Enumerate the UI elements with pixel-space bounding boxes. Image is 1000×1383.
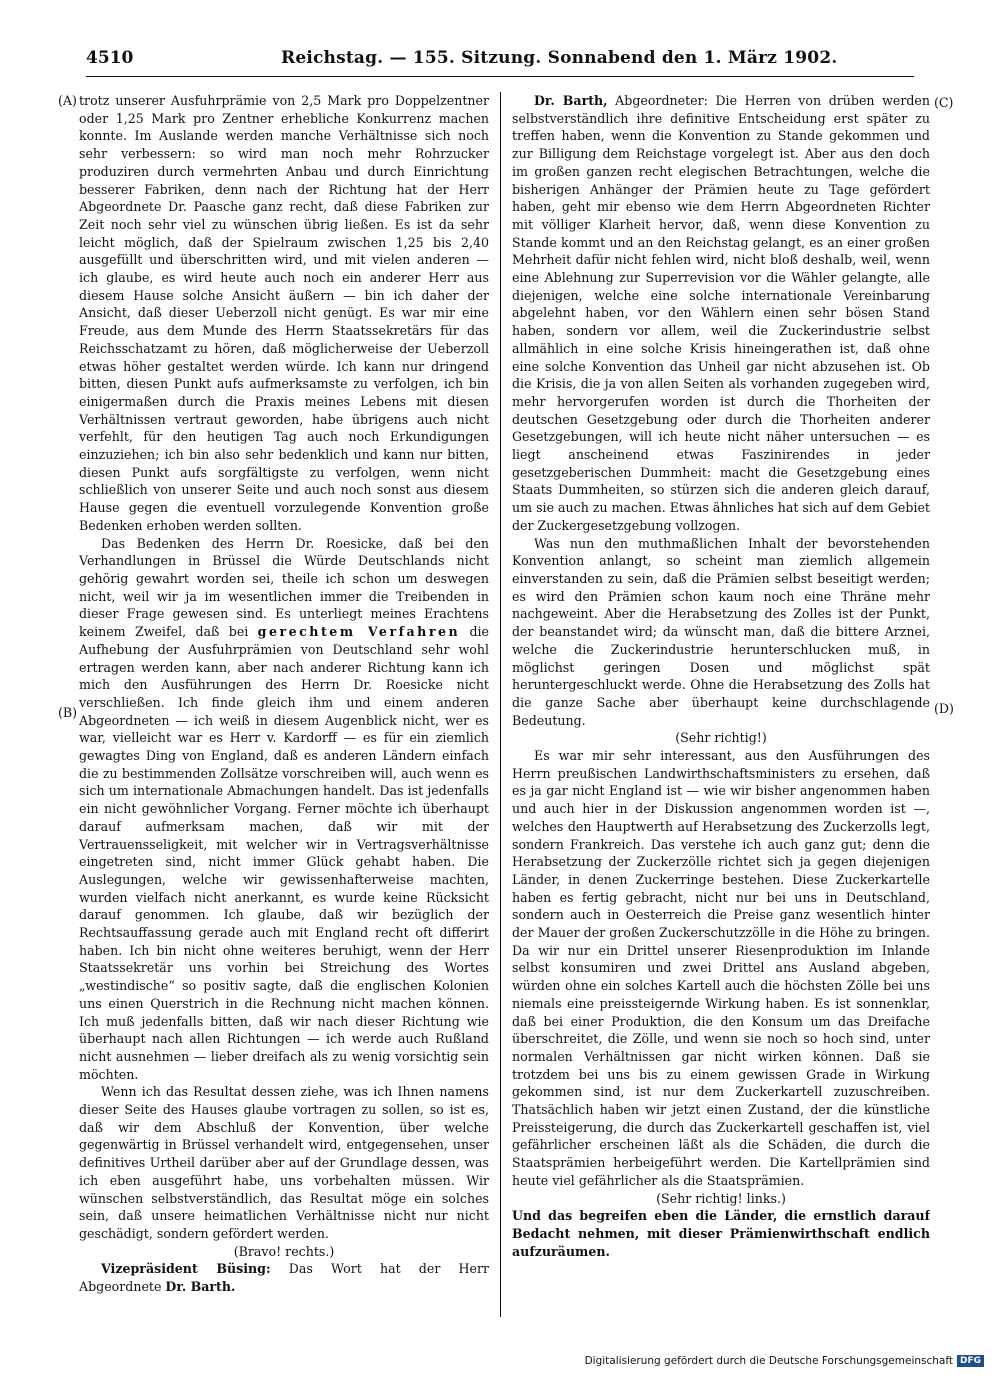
paragraph: trotz unserer Ausfuhrprämie von 2,5 Mark pro Doppelzentner oder 1,25 Mark pro Zentner erhebliche Konkurrenz machen konnte. Im Auslande werden manche Verhältnisse sich noch sehr verbessern: so wird man noch mehr Rohrzucker produziren durch vermehrten Anbau und durch Einrichtung besserer Fabriken, denn nach der Richtung hat der Herr Abgeordnete Dr. Paasche ganz recht, daß diese Fabriken zur Zeit noch sehr viel zu wünschen übrig ließen. Es ist da sehr leicht möglich, daß der Spielraum zwischen 1,25 bis 2,40 ausgefüllt und überschritten wird, und mit vielen anderen — ich glaube, es wird heute auch noch ein anderer Herr aus diesem Hause solche Ansicht äußern — bin ich daher der Ansicht, daß dieser Ueberzoll nicht genügt. Es war mir eine Freude, aus dem Munde des Herrn Staatssekretärs für das Reichsschatzamt zu hören, daß möglicherweise der Ueberzoll etwas höher gestaltet werden würde. Ich kann nur dringend bitten, diesen Punkt aufs aufmerksamste zu verfolgen, ich bin einigermaßen durch die Praxis meines Lebens mit diesen Verhältnissen vertraut geworden, habe übrigens auch nicht verfehlt, für den heutigen Tag auch noch Erkundigungen einzuziehen; ich bin also sehr bedenklich und kann nur bitten, diesen Punkt aufs sorgfältigste zu verfolgen, wenn nicht schließlich von unserer Seite und auch noch sonst aus diesem Hause gegen die eventuell vorzulegende Konvention große Bedenken erhoben werden sollten. [79,93,489,533]
footer-text: Digitalisierung gefördert durch die Deutsche Forschungsgemeinschaft [584,1355,953,1367]
paragraph [79,535,489,1084]
text-run: die Aufhebung der Ausfuhrprämien von Deutschland sehr wohl ertragen werden kann, aber nach anderer Richtung kann ich mich den Ausführungen des Herrn Dr. Roesicke nicht verschließen. Ich finde gleich ihm und einem anderen Abgeordneten — ich weiß in diesem Augenblick nicht, wer es war, vielleicht war es Herr v. Kardorff — es für ein ziemlich gewagtes Ding von England, daß es anderen Ländern einfach die zu bestimmenden Zollsätze vorschreiben will, auch wenn es sich um internationale Abmachungen handelt. Das ist jedenfalls ein nicht gewöhnlicher Vorgang. Ferner möchte ich überhaupt darauf aufmerksam machen, daß wir mit der Vertrauensseligkeit, mit welcher wir in Vertragsverhältnisse eingetreten sind, nicht immer Glück gehabt haben. Die Auslegungen, welche wir gewissenhafterweise machten, wurden vielfach nicht anerkannt, es wurde keine Rücksicht darauf genommen. Ich glaube, daß wir bezüglich der Rechtsauffassung gerade auch mit England recht oft differirt haben. Ich bin nicht ohne weiteres beruhigt, wenn der Herr Staatssekretär uns vorhin bei Streichung des Wortes „westindische“ so positiv sagte, daß die englischen Kolonien uns einen Querstrich in die Rechnung nicht machen können. Ich muß jedenfalls bitten, daß wir nach dieser Richtung wie überhaupt nach allen Richtungen — ich werde auch Rußland nicht ausnehmen — lieber dreifach als zu wenig vorsichtig sein möchten. [79,624,489,1082]
text-run: Das Bedenken des Herrn Dr. Roesicke, daß bei den Verhandlungen in Brüssel die Würde Deutschlands nicht gehörig gewahrt worden sei, theile ich schon um deswegen nicht, weil wir ja im wesentlichen immer die Treibenden in dieser Frage gewesen sind. Es unterliegt meines Erachtens keinem Zweifel, daß bei [79,535,489,640]
margin-marker-a: (A) [58,93,77,108]
dfg-logo: DFG [957,1355,984,1367]
paragraph: Wenn ich das Resultat dessen ziehe, was ich Ihnen namens dieser Seite des Hauses glaube vortragen zu sollen, so ist es, daß wir dem Abschluß der Konvention, über welche gegenwärtig in Brüssel verhandelt wird, entgegensehen, unser definitives Urtheil darüber aber auf der Grundlage dessen, was ich eben ausgeführt habe, uns vorbehalten müssen. Wir wünschen selbstverständlich, das Resultat möge ein solches sein, daß unsere heimatlichen Verhältnisse nicht nur nicht geschädigt, sondern gefördert werden. [79,1084,489,1241]
right-column [512,92,930,1317]
margin-marker-c: (C) [934,95,954,110]
paragraph: Es war mir sehr interessant, aus den Ausführungen des Herrn preußischen Landwirthschaftsministers zu ersehen, daß es ja gar nicht England ist — wie wir bisher angenommen haben und auch hier in der Diskussion angenommen worden ist —, welches den Hauptwerth auf Herabsetzung des Zuckerzolls legt, sondern Frankreich. Das verstehe ich auch ganz gut; denn die Herabsetzung der Zuckerzölle richtet sich ja gegen diejenigen Länder, in denen Zuckerringe bestehen. Diese Zuckerkartelle haben es fertig gebracht, nicht nur bei uns in Deutschland, sondern auch in Oesterreich die Preise ganz wesentlich hinter der Mauer der großen Zuckerschutzzölle in die Höhe zu bringen. Da wir nur ein Drittel unserer Riesenproduktion im Inlande selbst konsumiren und zwei Drittel ans Ausland abgeben, würden ohne ein solches Kartell auch die höchsten Zölle bei uns niemals eine preissteigernde Wirkung haben. Es ist sonnenklar, daß bei einer Produktion, die den Konsum um das Dreifache überschreitet, die Zölle, und wenn sie noch so hoch sind, unter normalen Verhältnissen gar nicht wirken können. Daß sie trotzdem bei uns bis zu einem gewissen Grade in Wirkung gekommen sind, ist nur dem Zuckerkartell zuzuschreiben. Thatsächlich haben wir jetzt einen Zustand, der die künstliche Preissteigerung, die durch das Zuckerkartell geschaffen ist, viel gefährlicher erscheinen läßt als die Schäden, die durch die Staatsprämien herbeigeführt werden. Die Kartellprämien sind heute viel gefährlicher als die Staatsprämien. [512,748,930,1188]
left-column [79,92,489,1317]
page-header [86,48,914,77]
paragraph [512,92,930,535]
paragraph: Und das begreifen eben die Länder, die ernstlich darauf Bedacht nehmen, mit dieser Prämienwirthschaft endlich aufzuräumen. [512,1208,930,1259]
interjection: (Sehr richtig!) [675,730,767,746]
margin-marker-b: (B) [58,705,78,720]
interjection: (Sehr richtig! links.) [656,1190,786,1206]
paragraph: Was nun den muthmaßlichen Inhalt der bevorstehenden Konvention anlangt, so scheint man ziemlich allgemein einverstanden zu sein, daß die Prämien selbst beseitigt werden; es wird den Prämien schon kaum noch eine Thräne mehr nachgeweint. Aber die Herabsetzung des Zolles ist der Punkt, der beanstandet wird; da wünscht man, daß die bittere Arznei, welche die Zuckerindustrie herunterschlucken muß, in möglichst geringen Dosen und möglichst spät heruntergeschluckt werde. Ohne die Herabsetzung des Zolls hat die ganze Sache aber überhaupt keine durchschlagende Bedeutung. [512,535,930,728]
column-divider [500,92,501,1317]
next-speaker-name: Dr. Barth. [165,1279,236,1295]
speaker-name: Dr. Barth, [534,93,608,108]
running-head: Reichstag. — 155. Sitzung. Sonnabend den 1. März 1902. [281,48,838,68]
speaker-announcement [79,1260,489,1295]
page-number: 4510 [86,48,134,68]
margin-marker-d: (D) [934,701,954,716]
text-run: Das Wort hat der Herr Abgeordnete [79,1261,489,1295]
emphasized-text: gerechtem Verfahren [257,624,461,640]
footer [585,1355,984,1367]
speaker-name: Vizepräsident Büsing: [101,1261,271,1277]
interjection: (Bravo! rechts.) [233,1243,335,1259]
text-run: Abgeordneter: Die Herren von drüben werden selbstverständlich ihre definitive Entscheidung erst später zu treffen haben, wenn die Konvention zu Stande gekommen und zur Billigung dem Reichstage vorgelegt ist. Aber aus den doch im großen ganzen recht elegischen Betrachtungen, welche die bisherigen Anhänger der Prämien heute zu Tage gefördert haben, geht mir ebenso wie dem Herrn Abgeordneten Richter mit völliger Klarheit hervor, daß, wenn diese Konvention zu Stande kommt und an den Reichstag gelangt, es an einer großen Mehrheit dafür nicht fehlen wird, nicht bloß deshalb, weil, wenn eine Ablehnung zur Superrevision vor die Wähler gelangte, alle diejenigen, welche eine solche internationale Vereinbarung abgelehnt haben, vor den Wählern einen sehr bösen Stand haben, sondern vor allem, weil die Zuckerindustrie selbst allmählich in eine solche Krisis hineingerathen ist, daß ohne eine solche Konvention das Unheil gar nicht abzusehen ist. Ob die Krisis, die ja von allen Seiten als vorhanden zugegeben wird, mehr hervorgerufen worden ist durch die Thorheiten der deutschen Gesetzgebung oder durch die Thorheiten anderer Gesetzgebungen, will ich heute nicht näher untersuchen — es liegt anscheinend etwas Faszinirendes in jeder gesetzgeberischen Dummheit: macht die Gesetzgebung eines Staats Dummheiten, so stürzen sich die anderen gleich darauf, um sie auch zu machen. Etwas ähnliches hat sich auf dem Gebiet der Zuckergesetzgebung vollzogen. [512,93,930,533]
